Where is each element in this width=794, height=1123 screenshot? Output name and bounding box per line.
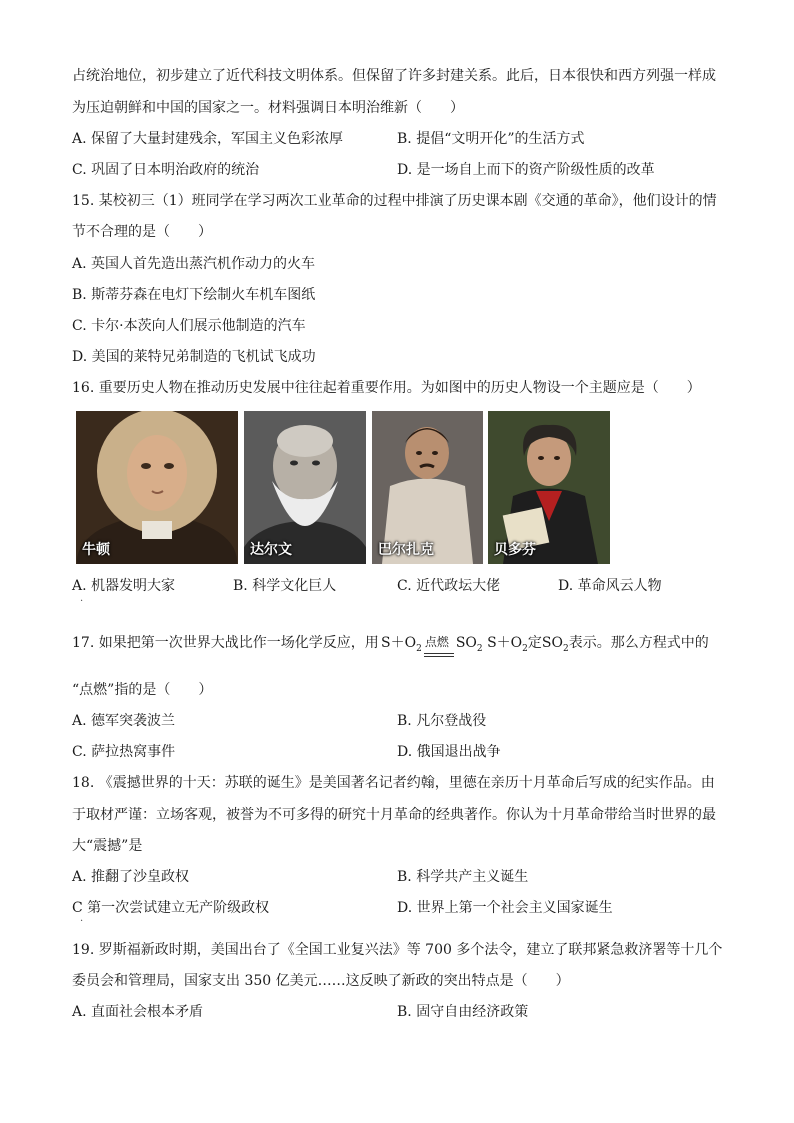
q17-stem-prefix: 17. 如果把第一次世界大战比作一场化学反应，用: [72, 635, 379, 651]
q19-stem-line2: 委员会和管理局，国家支出 350 亿美元……这反映了新政的突出特点是（ ）: [72, 973, 570, 989]
q18-option-b[interactable]: B. 科学共产主义诞生: [397, 869, 529, 885]
caption-darwin: 达尔文: [250, 542, 292, 558]
q17-option-c[interactable]: C. 萨拉热窝事件: [72, 744, 176, 760]
q17-stem-line2: “点燃”指的是（ ）: [72, 682, 213, 698]
q14-stem-line2: 为压迫朝鲜和中国的国家之一。材料强调日本明治维新（ ）: [72, 100, 464, 116]
portrait-darwin: [244, 411, 366, 564]
q17-option-a[interactable]: A. 德军突袭波兰: [72, 713, 176, 729]
q15-option-b[interactable]: B. 斯蒂芬森在电灯下绘制火车机车图纸: [72, 287, 316, 303]
q14-option-d[interactable]: D. 是一场自上而下的资产阶级性质的改革: [397, 162, 655, 178]
q15-stem-line1: 15. 某校初三（1）班同学在学习两次工业革命的过程中排演了历史课本剧《交通的革命》，他们设计的情: [72, 193, 717, 209]
margin-dot: ·: [80, 916, 84, 927]
margin-dot: ·: [80, 596, 84, 607]
q17-stem-suffix: 表示。那么方程式中的: [568, 635, 709, 651]
q18-stem-line1: 18. 《震撼世界的十天：苏联的诞生》是美国著名记者约翰，里德在亲历十月革命后写成的纪实作品。由: [72, 775, 715, 791]
eq-sub: 2: [416, 643, 422, 654]
q18-option-a[interactable]: A. 推翻了沙皇政权: [72, 869, 190, 885]
q16-option-d[interactable]: D. 革命风云人物: [558, 578, 662, 594]
q18-option-c[interactable]: C 第一次尝试建立无产阶级政权: [72, 900, 270, 916]
portrait-newton: [76, 411, 238, 564]
q15-option-c[interactable]: C. 卡尔·本茨向人们展示他制造的汽车: [72, 318, 306, 334]
eq-product: SO: [455, 635, 477, 651]
eq-sub3: 2: [522, 643, 528, 654]
q18-stem-line3: 大“震撼”是: [72, 838, 143, 854]
q16-option-a[interactable]: A. 机器发明大家: [72, 578, 176, 594]
eq-rest-b: 定SO: [527, 635, 563, 651]
q14-stem-line1: 占统治地位，初步建立了近代科技文明体系。但保留了许多封建关系。此后，日本很快和西方列强一样成: [72, 68, 716, 84]
caption-newton: 牛顿: [82, 542, 110, 558]
q16-option-b[interactable]: B. 科学文化巨人: [233, 578, 337, 594]
q15-stem-line2: 节不合理的是（ ）: [72, 224, 212, 240]
q18-option-d[interactable]: D. 世界上第一个社会主义国家诞生: [397, 900, 613, 916]
eq-double-bar: [424, 653, 454, 657]
eq-sub2: 2: [476, 643, 483, 654]
q14-option-c[interactable]: C. 巩固了日本明治政府的统治: [72, 162, 260, 178]
caption-beethoven: 贝多芬: [494, 542, 536, 558]
eq-reactants: S＋O: [381, 635, 417, 651]
q19-option-b[interactable]: B. 固守自由经济政策: [397, 1004, 529, 1020]
q14-option-a[interactable]: A. 保留了大量封建残余，军国主义色彩浓厚: [72, 131, 344, 147]
portrait-beethoven: [488, 411, 610, 564]
q17-equation: [381, 633, 709, 659]
q18-stem-line2: 于取材严谨：立场客观，被誉为不可多得的研究十月革命的经典著作。你认为十月革命带给当时世界的最: [72, 807, 716, 823]
q16-stem: 16. 重要历史人物在推动历史发展中往往起着重要作用。为如图中的历史人物设一个主题应是（ ）: [72, 380, 701, 396]
portrait-balzac: [372, 411, 483, 564]
q15-option-a[interactable]: A. 英国人首先造出蒸汽机作动力的火车: [72, 256, 316, 272]
q14-option-b[interactable]: B. 提倡“文明开化”的生活方式: [397, 131, 585, 147]
q19-option-a[interactable]: A. 直面社会根本矛盾: [72, 1004, 204, 1020]
q17-option-b[interactable]: B. 凡尔登战役: [397, 713, 487, 729]
eq-sub4: 2: [562, 643, 569, 654]
caption-balzac: 巴尔扎克: [378, 542, 434, 558]
q15-option-d[interactable]: D. 美国的莱特兄弟制造的飞机试飞成功: [72, 349, 316, 365]
eq-condition: 点燃: [424, 635, 449, 649]
q19-stem-line1: 19. 罗斯福新政时期，美国出台了《全国工业复兴法》等 700 多个法令，建立了联邦紧急救济署等十几个: [72, 942, 723, 958]
q17-option-d[interactable]: D. 俄国退出战争: [397, 744, 501, 760]
q16-option-c[interactable]: C. 近代政坛大佬: [397, 578, 501, 594]
eq-rest-a: S＋O: [487, 635, 523, 651]
